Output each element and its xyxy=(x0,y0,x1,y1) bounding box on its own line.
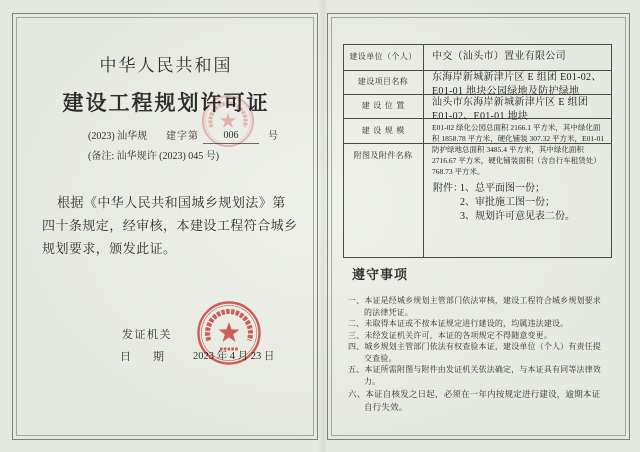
permit-number-serial: 006 xyxy=(203,131,259,144)
notice-item-1: 一、本证是经城乡规划主管部门依法审核，建设工程符合城乡规划要求 xyxy=(348,296,601,305)
issuer-label: 发证机关 xyxy=(122,329,172,341)
table-value-scale-line: 2716.67 平方米，硬化铺装面积（含自行车租赁处） xyxy=(432,156,601,165)
table-label-attachments: 附图及附件名称 xyxy=(353,151,413,160)
table-value-location-line: E01-02、E01-01 地块 xyxy=(432,111,529,122)
table-label-project-name: 建设项目名称 xyxy=(357,77,409,86)
country-name: 中华人民共和国 xyxy=(99,56,233,75)
attachment-item: 3、规划许可意见表二份。 xyxy=(460,211,575,222)
attachment-item: 2、审批施工图一份； xyxy=(460,197,555,208)
notice-item-5-cont: 力。 xyxy=(364,376,381,386)
attachments-prefix: 附件： xyxy=(433,183,463,194)
official-seal xyxy=(196,300,262,366)
notice-item-4-cont: 交查验。 xyxy=(364,353,397,363)
body-text-line: 根据《中华人民共和国城乡规划法》第 xyxy=(57,195,286,210)
table-column-divider xyxy=(423,44,424,258)
table-row-divider xyxy=(343,70,612,71)
permit-number-category: 建字第 xyxy=(166,131,199,142)
table-label-builder: 建设单位（个人） xyxy=(349,52,417,61)
table-label-scale: 建设规模 xyxy=(361,126,408,135)
table-value-project-name-line: 东海岸新城新津片区 E 组团 E01-02、 xyxy=(432,72,602,83)
table-value-project-name-line: E01-01 地块公园绿地及防护绿地 xyxy=(432,86,580,97)
table-row-divider xyxy=(343,143,612,144)
table-value-scale-line: E01-02 绿化公园总面积 2166.1 平方米，其中绿化面 xyxy=(432,123,601,132)
permit-remark: (备注: 汕华规许 (2023) 045 号) xyxy=(88,151,220,162)
body-text-line: 规划要求，颁发此证。 xyxy=(42,241,177,256)
star-icon xyxy=(219,322,240,342)
notice-item-1-cont: 的法律凭证。 xyxy=(364,307,413,317)
star-icon xyxy=(220,113,236,128)
table-value-builder: 中交（汕头市）置业有限公司 xyxy=(432,51,566,62)
attachment-item: 1、总平面图一份； xyxy=(460,183,545,194)
notice-item-3: 三、未经发证机关许可，本证的各项规定不得随意变更。 xyxy=(348,330,552,340)
issue-date: 2023 年 4 月 23 日 xyxy=(193,351,275,362)
notice-item-6: 六、本证自核发之日起，必须在一年内按规定进行建设，逾期本证 xyxy=(348,388,601,399)
notice-title: 遵守事项 xyxy=(352,267,409,282)
table-label-location: 建设位置 xyxy=(361,101,408,110)
notice-item-4: 四、城乡规划主管部门依法有权查验本证，建设单位（个人）有责任提 xyxy=(348,342,601,351)
date-label: 日 期 xyxy=(120,351,164,363)
permit-number-prefix: (2023) 汕华规 xyxy=(88,131,148,142)
notice-item-2: 二、未取得本证或不按本证规定进行建设的，均属违法建设。 xyxy=(348,319,569,328)
notice-item-5: 五、本证所需附图与附件由发证机关依法确定，与本证具有同等法律效 xyxy=(348,365,601,374)
body-text-line: 四十条规定，经审核，本建设工程符合城乡 xyxy=(42,218,298,233)
table-value-location-line: 汕头市东海岸新城新津片区 E 组团 xyxy=(432,97,589,108)
notice-item-6-cont: 自行失效。 xyxy=(364,402,408,412)
official-seal-faint xyxy=(201,94,255,148)
table-value-scale-line: 防护绿地总面积 3485.4 平方米，其中绿化面积 xyxy=(432,145,584,154)
permit-number-suffix: 号 xyxy=(268,131,278,142)
table-value-scale-line: 积 1858.78 平方米，硬化铺装 307.32 平方米，E01-01 xyxy=(432,134,605,143)
permit-title: 建设工程规划许可证 xyxy=(62,91,270,115)
table-value-scale-line: 768.73 平方米。 xyxy=(432,167,485,176)
